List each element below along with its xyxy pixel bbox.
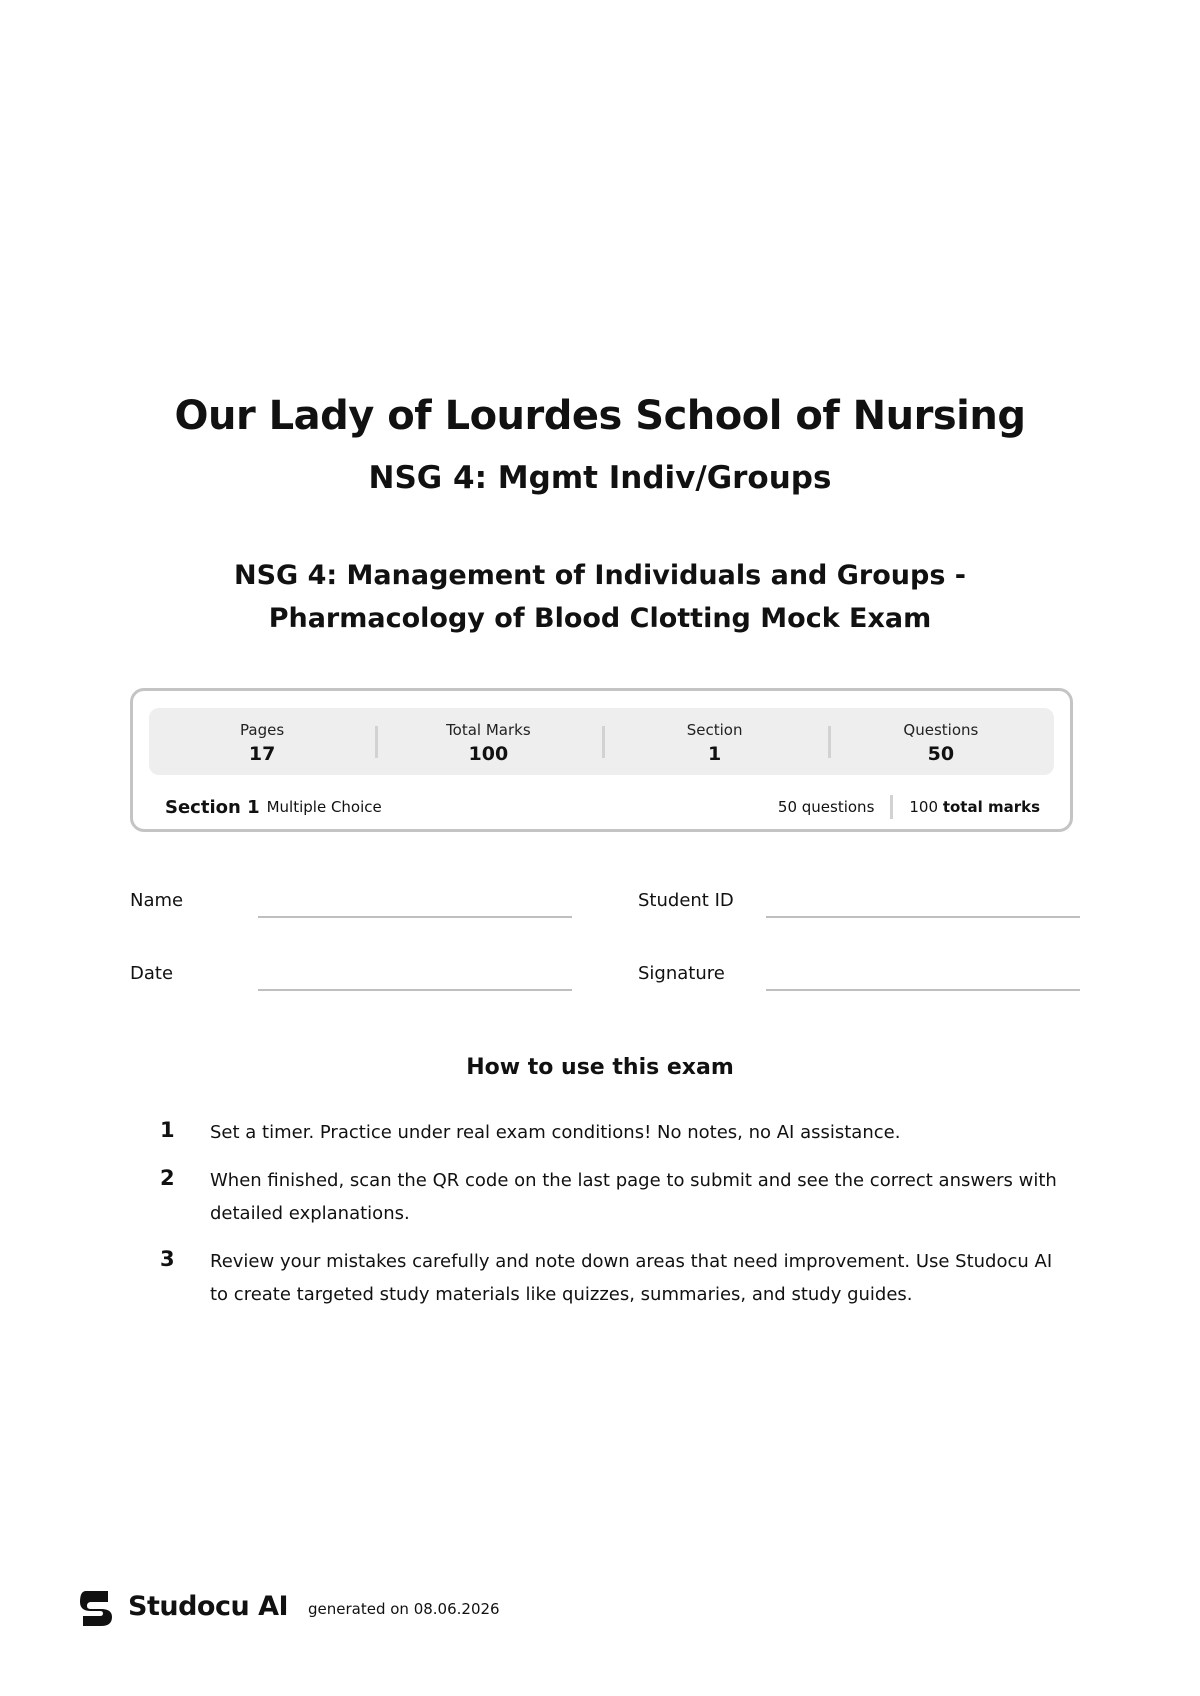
- section-question-count: 50 questions: [777, 798, 875, 816]
- step-text: Review your mistakes carefully and note down areas that need improvement. Use Studocu AI to create targeted study materials like quizzes, summaries, and study guides.: [210, 1251, 1053, 1305]
- stat-label: Pages: [240, 721, 285, 739]
- stat-value: 100: [468, 743, 509, 765]
- exam-stats-bar: [149, 708, 1054, 775]
- stat-value: 17: [248, 743, 276, 765]
- stat-questions: [828, 708, 1054, 775]
- step-number: 2: [160, 1166, 175, 1190]
- howto-title: How to use this exam: [466, 1055, 734, 1080]
- student-id-field[interactable]: [766, 916, 1080, 918]
- stat-total-marks: [375, 708, 601, 775]
- date-field[interactable]: [258, 989, 572, 991]
- step-text: When finished, scan the QR code on the last page to submit and see the correct answers with detailed explanations.: [210, 1170, 1057, 1224]
- name-field[interactable]: [258, 916, 572, 918]
- section-marks-number: 100: [909, 798, 939, 816]
- stat-value: 1: [708, 743, 722, 765]
- footer-brand: Studocu AI: [128, 1591, 289, 1622]
- studocu-logo-icon: [78, 1589, 114, 1627]
- stat-value: 50: [927, 743, 955, 765]
- signature-field[interactable]: [766, 989, 1080, 991]
- step-text: Set a timer. Practice under real exam conditions! No notes, no AI assistance.: [210, 1122, 901, 1143]
- section-type: Multiple Choice: [266, 798, 382, 816]
- stat-pages: [149, 708, 375, 775]
- exam-info-card: [130, 688, 1073, 832]
- exam-title: NSG 4: Management of Individuals and Groups - Pharmacology of Blood Clotting Mock Exam: [233, 560, 967, 634]
- section-divider: [890, 795, 893, 819]
- generated-date: generated on 08.06.2026: [308, 1600, 500, 1618]
- signature-label: Signature: [638, 963, 725, 984]
- section-total-marks: [909, 798, 1040, 816]
- stat-section: [602, 708, 828, 775]
- course-name: NSG 4: Mgmt Indiv/Groups: [368, 460, 832, 496]
- date-label: Date: [130, 963, 174, 984]
- school-name: Our Lady of Lourdes School of Nursing: [174, 393, 1026, 439]
- name-label: Name: [130, 890, 184, 911]
- step-number: 1: [160, 1118, 175, 1142]
- stat-label: Questions: [903, 721, 979, 739]
- stat-label: Section: [686, 721, 743, 739]
- section-summary-row: [165, 795, 1040, 819]
- section-name: Section 1: [165, 796, 260, 818]
- step-number: 3: [160, 1247, 175, 1271]
- stat-label: Total Marks: [446, 721, 531, 739]
- section-marks-label: total marks: [942, 798, 1040, 816]
- student-id-label: Student ID: [638, 890, 734, 911]
